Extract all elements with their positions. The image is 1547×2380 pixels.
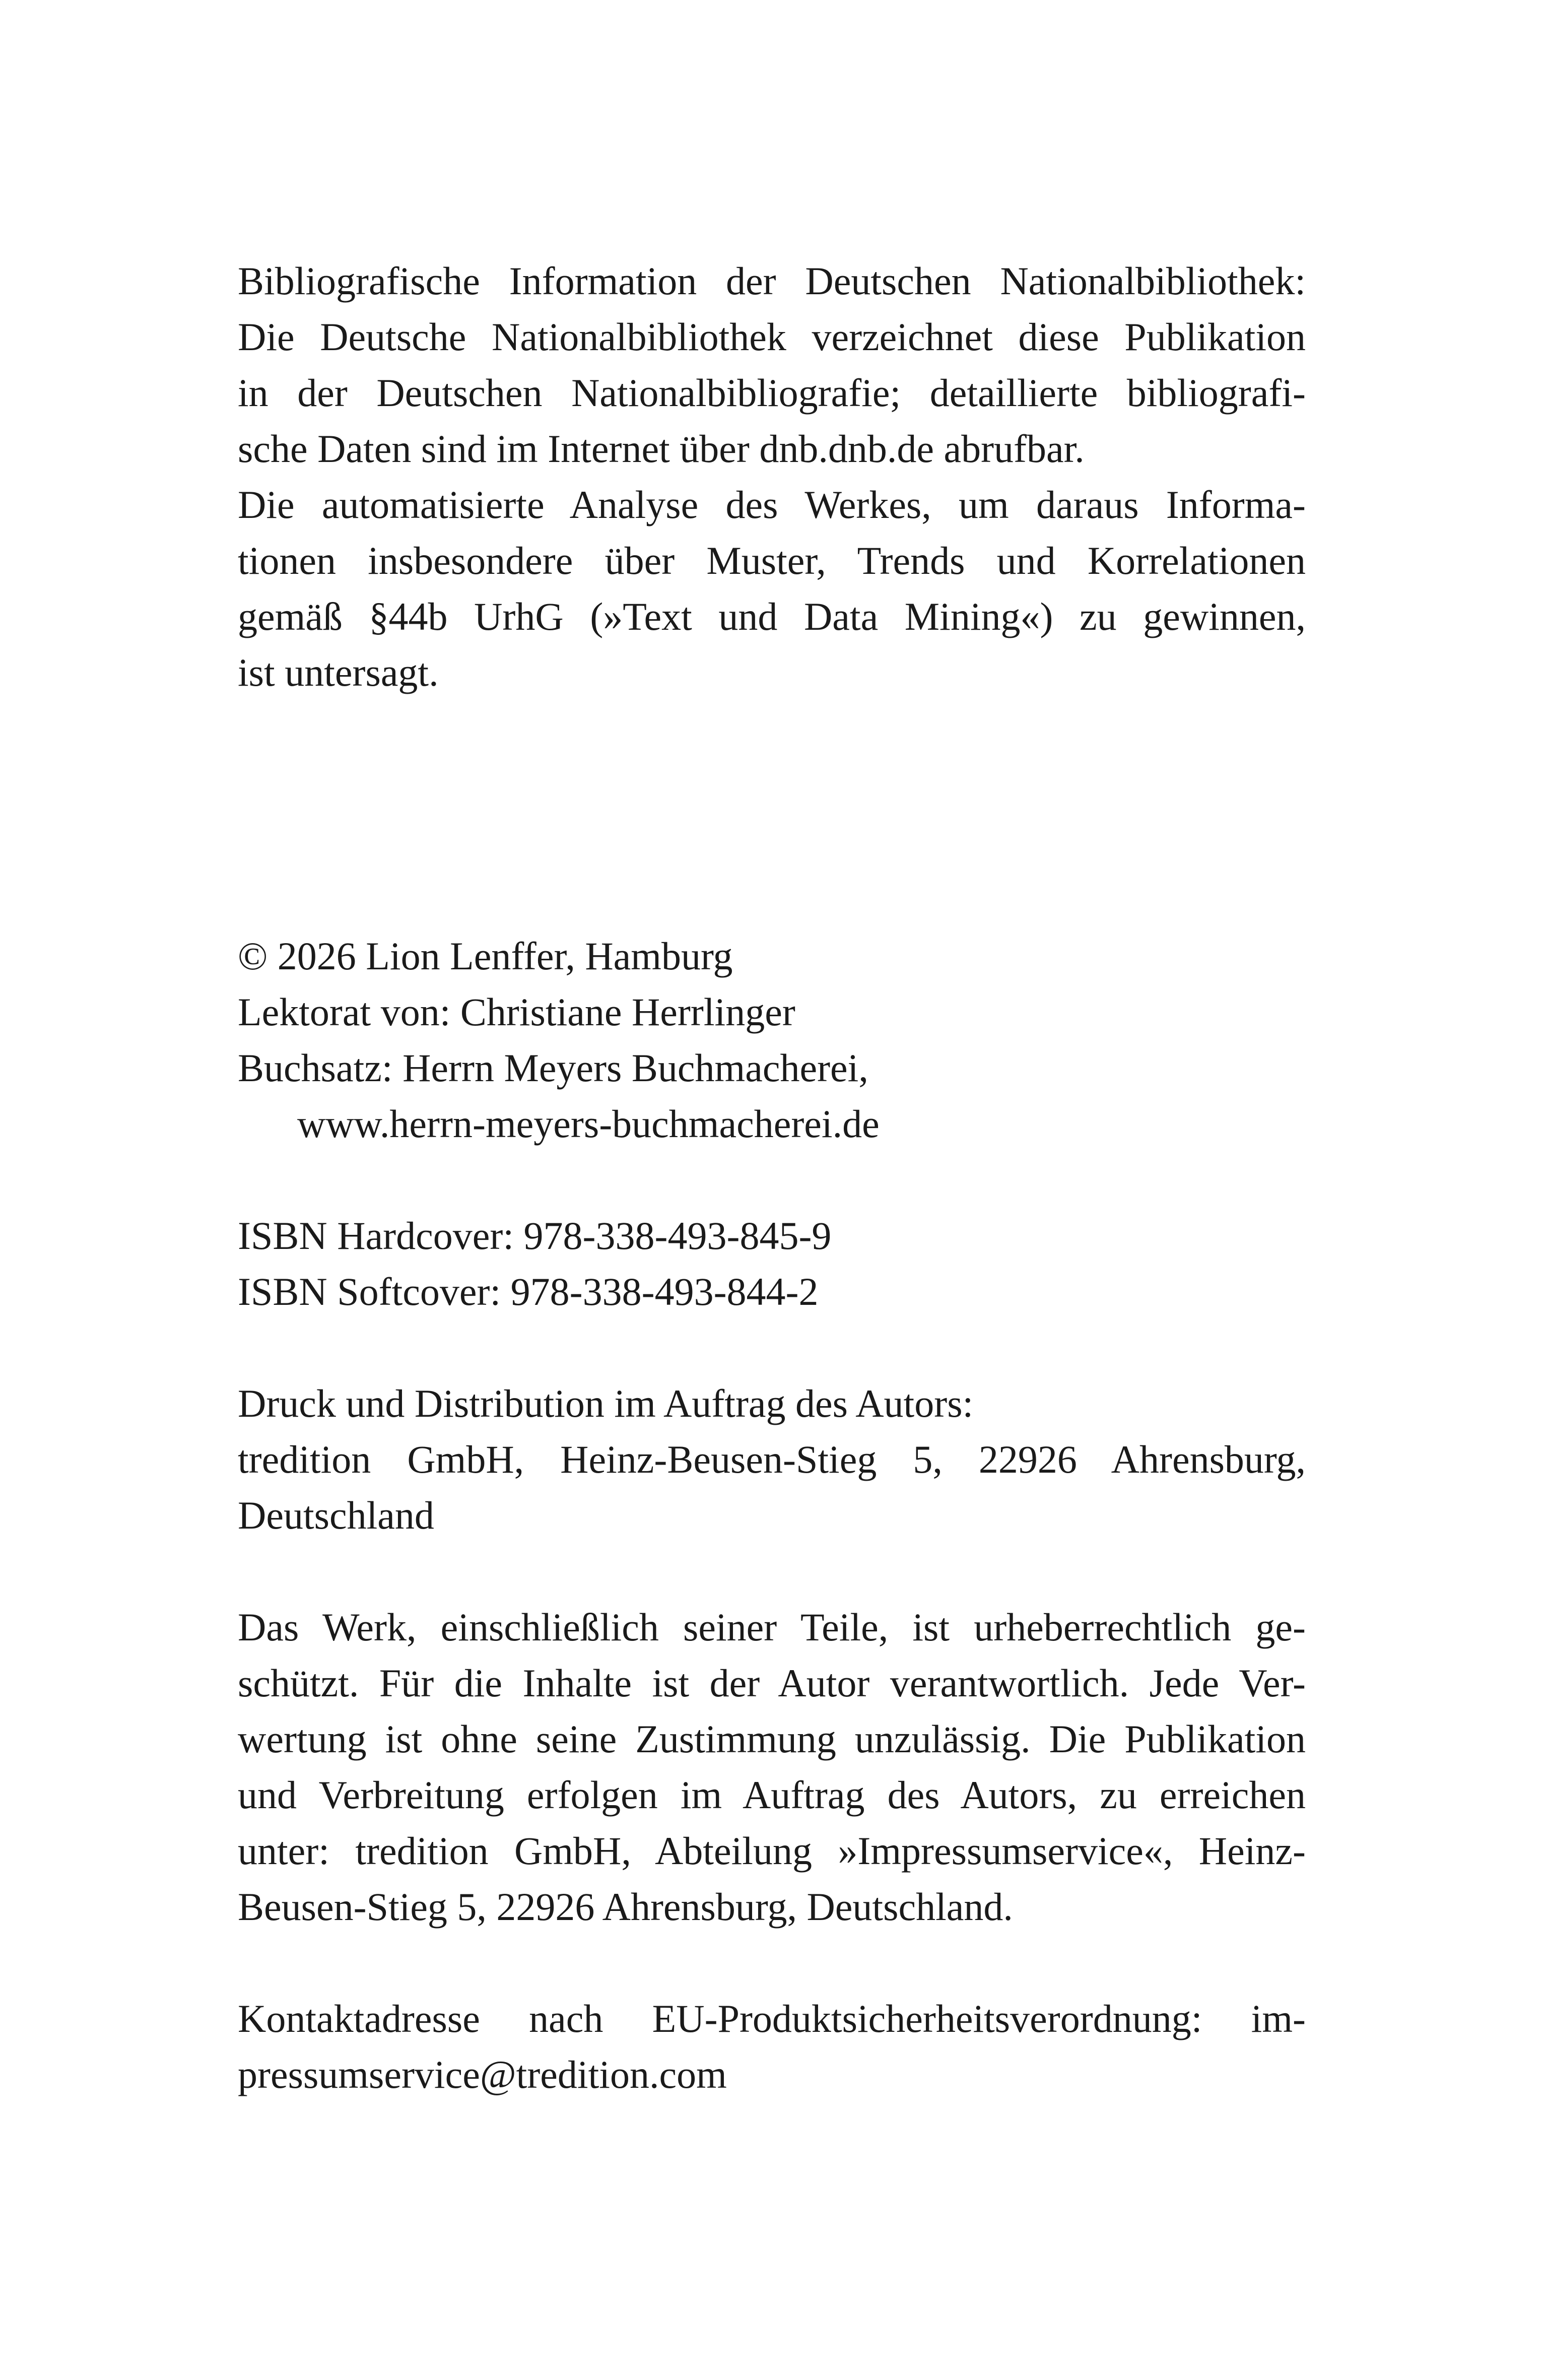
rights-line: und Verbreitung erfolgen im Auftrag des Autors, zu erreichen bbox=[238, 1773, 1306, 1817]
dnb-notice-line: gemäß §44b UrhG (»Text und Data Mining«) zu gewinnen, bbox=[238, 594, 1306, 638]
printing-info bbox=[238, 1375, 1306, 1543]
dnb-notice bbox=[238, 253, 1306, 700]
copyright-line: © 2026 Lion Lenffer, Hamburg bbox=[238, 934, 733, 978]
dnb-notice-line: in der Deutschen Nationalbibliografie; detaillierte bibliografi- bbox=[238, 371, 1306, 415]
isbn-softcover: ISBN Softcover: 978-338-493-844-2 bbox=[238, 1270, 819, 1313]
dnb-notice-line: sche Daten sind im Internet über dnb.dnb.de abrufbar. bbox=[238, 427, 1085, 471]
rights-line: Das Werk, einschließlich seiner Teile, ist urheberrechtlich ge- bbox=[238, 1605, 1306, 1649]
rights-line: Beusen-Stieg 5, 22926 Ahrensburg, Deutschland. bbox=[238, 1885, 1013, 1929]
printing-line: Druck und Distribution im Auftrag des Autors: bbox=[238, 1381, 974, 1425]
dnb-notice-line: Bibliografische Information der Deutschen Nationalbibliothek: bbox=[238, 259, 1306, 303]
editing-credit: Lektorat von: Christiane Herrlinger bbox=[238, 990, 795, 1034]
dnb-notice-line: tionen insbesondere über Muster, Trends und Korrelationen bbox=[238, 539, 1306, 582]
contact-line: Kontaktadresse nach EU-Produktsicherheitsverordnung: im- bbox=[238, 1997, 1306, 2040]
rights-notice bbox=[238, 1599, 1306, 1935]
contact-info bbox=[238, 1991, 1306, 2102]
dnb-notice-line: ist untersagt. bbox=[238, 650, 439, 694]
credits bbox=[238, 928, 1306, 1152]
printing-line: tredition GmbH, Heinz-Beusen-Stieg 5, 22926 Ahrensburg, bbox=[238, 1437, 1306, 1481]
dnb-notice-line: Die Deutsche Nationalbibliothek verzeichnet diese Publikation bbox=[238, 315, 1306, 359]
dnb-notice-line: Die automatisierte Analyse des Werkes, um daraus Informa- bbox=[238, 483, 1306, 526]
typesetting-credit: Buchsatz: Herrn Meyers Buchmacherei, bbox=[238, 1046, 868, 1090]
contact-line: pressumservice@tredition.com bbox=[238, 2053, 727, 2096]
printing-line: Deutschland bbox=[238, 1493, 434, 1537]
typesetting-url: www.herrn-meyers-buchmacherei.de bbox=[297, 1102, 880, 1146]
rights-line: wertung ist ohne seine Zustimmung unzulässig. Die Publikation bbox=[238, 1717, 1306, 1761]
isbn-block bbox=[238, 1208, 1306, 1319]
rights-line: schützt. Für die Inhalte ist der Autor verantwortlich. Jede Ver- bbox=[238, 1661, 1306, 1705]
rights-line: unter: tredition GmbH, Abteilung »Impressumservice«, Heinz- bbox=[238, 1829, 1306, 1873]
isbn-hardcover: ISBN Hardcover: 978-338-493-845-9 bbox=[238, 1214, 832, 1258]
